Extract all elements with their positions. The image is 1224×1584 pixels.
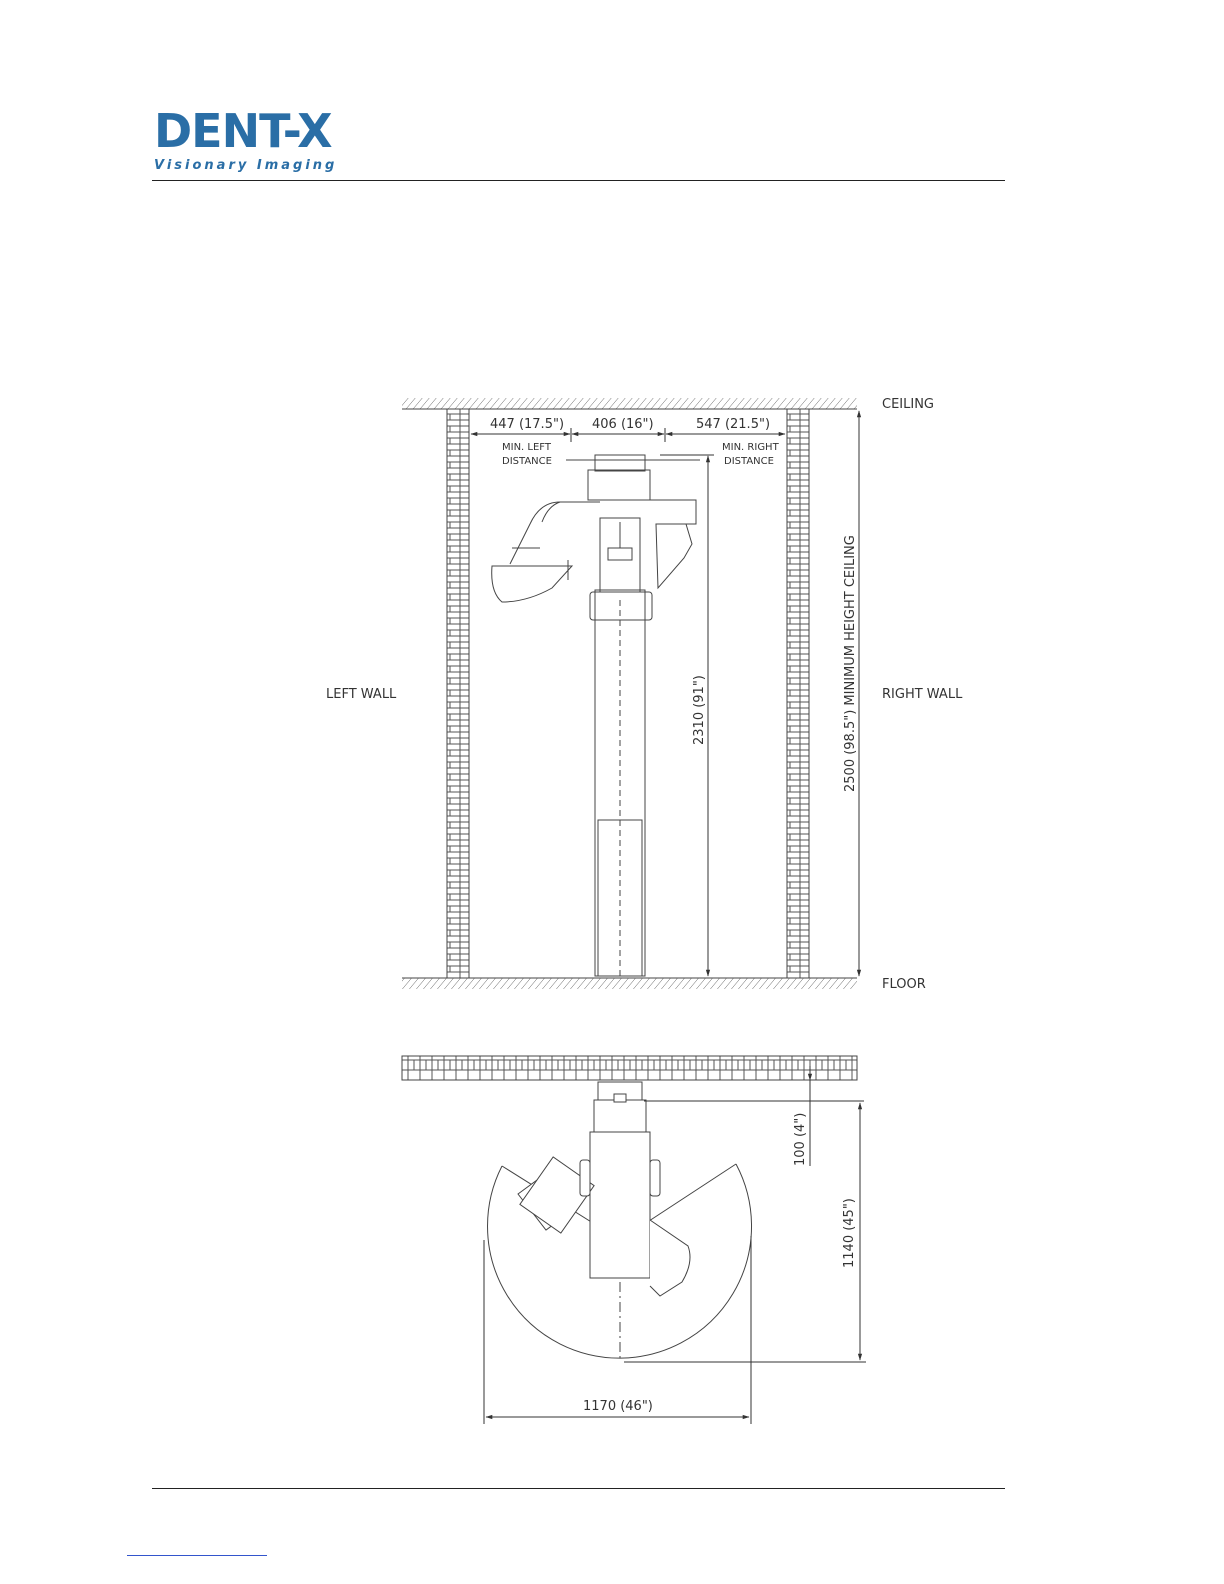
elevation-view: [326, 397, 963, 992]
dim-ceiling-height: 2500 (98.5") MINIMUM HEIGHT CEILING: [843, 535, 858, 792]
min-left-label-1: MIN. LEFT: [502, 442, 551, 453]
dim-center-width: 406 (16"): [592, 417, 654, 432]
ceiling-label: CEILING: [882, 397, 934, 412]
logo-tagline: Visionary Imaging: [154, 158, 338, 173]
floor-label: FLOOR: [882, 977, 926, 992]
left-wall-label: LEFT WALL: [326, 687, 397, 702]
dim-width: 1170 (46"): [583, 1399, 653, 1414]
dim-right-distance: 547 (21.5"): [696, 417, 771, 432]
ceiling-hatch: [402, 398, 857, 409]
min-left-label-2: DISTANCE: [502, 456, 552, 467]
dim-unit-height: 2310 (91"): [692, 675, 707, 745]
dim-depth: 1140 (45"): [842, 1198, 857, 1268]
footer-link-underline[interactable]: [127, 1555, 267, 1556]
xray-unit-elevation: [492, 455, 700, 976]
right-wall: [787, 409, 809, 978]
plan-view: [402, 1056, 866, 1424]
footer-rule: [152, 1488, 1005, 1489]
min-right-label-1: MIN. RIGHT: [722, 442, 779, 453]
dim-wall-offset: 100 (4"): [793, 1112, 808, 1166]
min-right-label-2: DISTANCE: [724, 456, 774, 467]
left-wall: [447, 409, 469, 978]
logo-wordmark: DENT-X: [154, 104, 332, 158]
back-wall: [402, 1056, 857, 1080]
right-wall-label: RIGHT WALL: [882, 687, 963, 702]
xray-unit-plan: [518, 1082, 690, 1296]
floor-hatch: [402, 978, 857, 989]
dim-left-distance: 447 (17.5"): [490, 417, 565, 432]
